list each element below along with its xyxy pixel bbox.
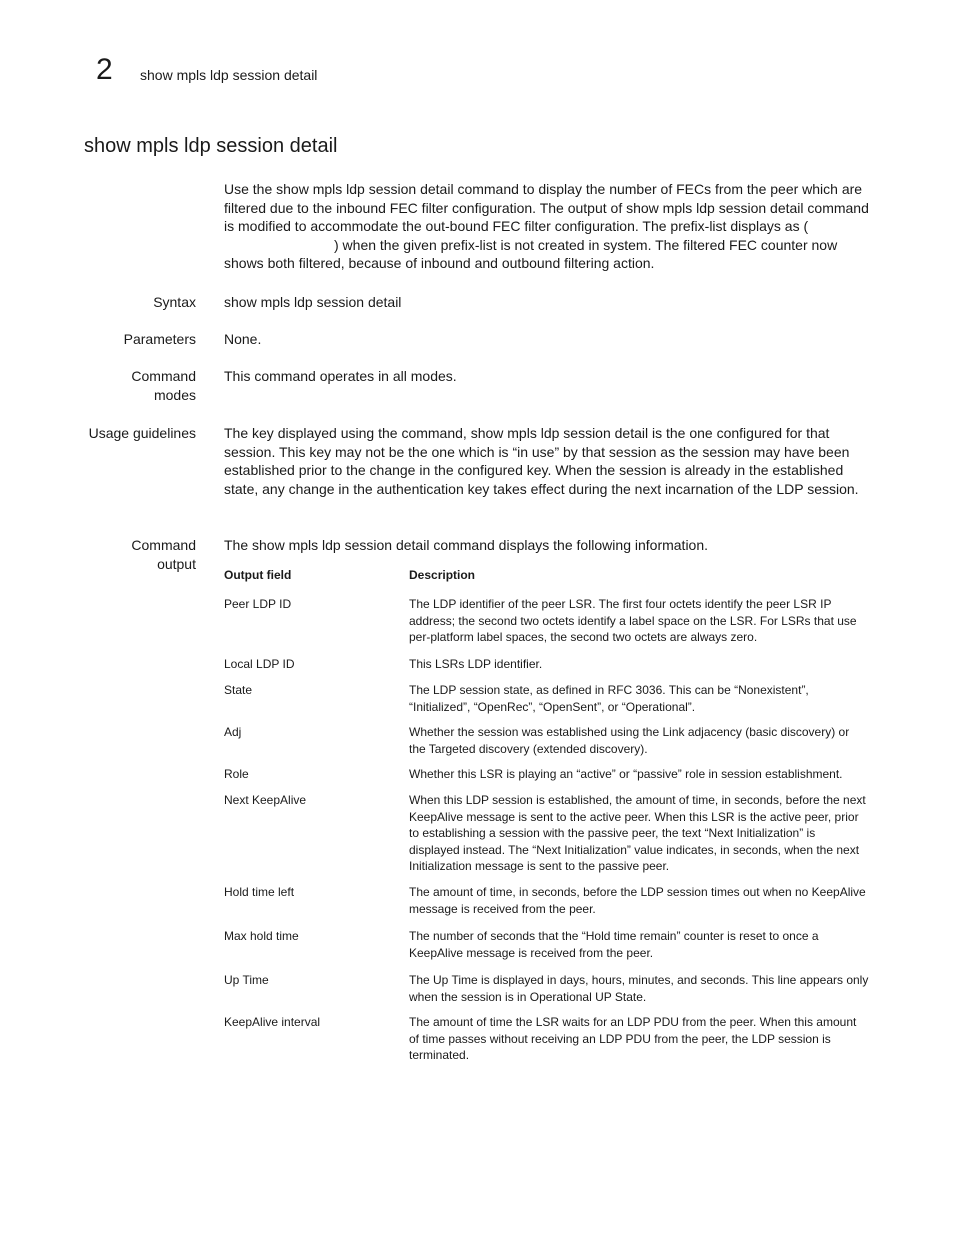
table-row-field: Next KeepAlive [224, 793, 307, 807]
syntax-text: show mpls ldp session detail [224, 294, 402, 310]
table-row-field: State [224, 683, 253, 697]
command-modes-label: Command modes [131, 368, 196, 403]
running-title: show mpls ldp session detail [140, 67, 318, 83]
table-row-description: Whether the session was established using the Link adjacency (basic discovery) or the Targeted discovery (extended discovery). [409, 725, 850, 756]
table-row-description: The amount of time, in seconds, before the LDP session times out when no KeepAlive message is received from the peer. [409, 885, 866, 916]
table-row-description: Whether this LSR is playing an “active” or “passive” role in session establishment. [409, 767, 843, 781]
intro-text-part2: ) when the given prefix-list is not created in system. The filtered FEC counter now shows both filtered, because of inbound and outbound filtering action. [224, 236, 838, 272]
table-row-description: The number of seconds that the “Hold time remain” counter is reset to once a KeepAlive message is received from the peer. [409, 929, 819, 960]
table-row-description: The amount of time the LSR waits for an LDP PDU from the peer. When this amount of time passes without receiving an LDP PDU from the peer, the LDP session is terminated. [409, 1015, 857, 1062]
intro-text-part1: Use the show mpls ldp session detail command to display the number of FECs from the peer which are filtered due to the inbound FEC filter configuration. The output of show mpls ldp session detail command is modified to accommodate the out-bound FEC filter configuration. The prefix-list displays as ( [224, 181, 869, 235]
usage-guidelines-label: Usage guidelines [88, 425, 196, 441]
intro-paragraph [224, 180, 874, 273]
table-row-field: Peer LDP ID [224, 597, 292, 611]
table-row-field: Hold time left [224, 885, 295, 899]
syntax-label: Syntax [153, 294, 196, 310]
table-row-description: This LSRs LDP identifier. [409, 657, 543, 671]
usage-guidelines-text: The key displayed using the command, show mpls ldp session detail is the one configured for that session. This key may not be the one which is “in use” by that session as the session may have been established prior to the change in the configured key. When the session is already in the established state, any change in the authentication key takes effect during the next incarnation of the LDP session. [224, 425, 859, 497]
table-row-description: The LDP identifier of the peer LSR. The first four octets identify the peer LSR IP address; the second two octets identify a label space on the LSR. For LSRs that use per-platform label spaces, the second two octets are always zero. [409, 597, 857, 644]
table-header-field: Output field [224, 568, 292, 582]
parameters-label: Parameters [123, 331, 196, 347]
chapter-number: 2 [96, 53, 113, 86]
table-header-description: Description [409, 568, 476, 582]
command-output-label: Command output [131, 537, 196, 572]
parameters-text: None. [224, 331, 262, 347]
table-row-field: Up Time [224, 973, 269, 987]
table-row-field: KeepAlive interval [224, 1015, 321, 1029]
command-output-text: The show mpls ldp session detail command displays the following information. [224, 537, 709, 553]
table-row-field: Max hold time [224, 929, 299, 943]
section-title: show mpls ldp session detail [84, 135, 338, 157]
table-row-description: The LDP session state, as defined in RFC 3036. This can be “Nonexistent”, “Initialized”, “OpenRec”, “OpenSent”, or “Operational”. [409, 683, 809, 714]
table-row-field: Local LDP ID [224, 657, 295, 671]
command-modes-text: This command operates in all modes. [224, 368, 457, 384]
table-row-field: Role [224, 767, 249, 781]
table-row-description: The Up Time is displayed in days, hours, minutes, and seconds. This line appears only when the session is in Operational UP State. [409, 973, 869, 1004]
table-row-field: Adj [224, 725, 242, 739]
table-row-description: When this LDP session is established, the amount of time, in seconds, before the next KeepAlive message is sent to the active peer. When this LSR is the active peer, prior to establishing a session with the passive peer, the text “Next Initialization” is displayed instead. The “Next Initialization” value indicates, in seconds, when the next Initialization message is sent to the passive peer. [409, 793, 866, 873]
